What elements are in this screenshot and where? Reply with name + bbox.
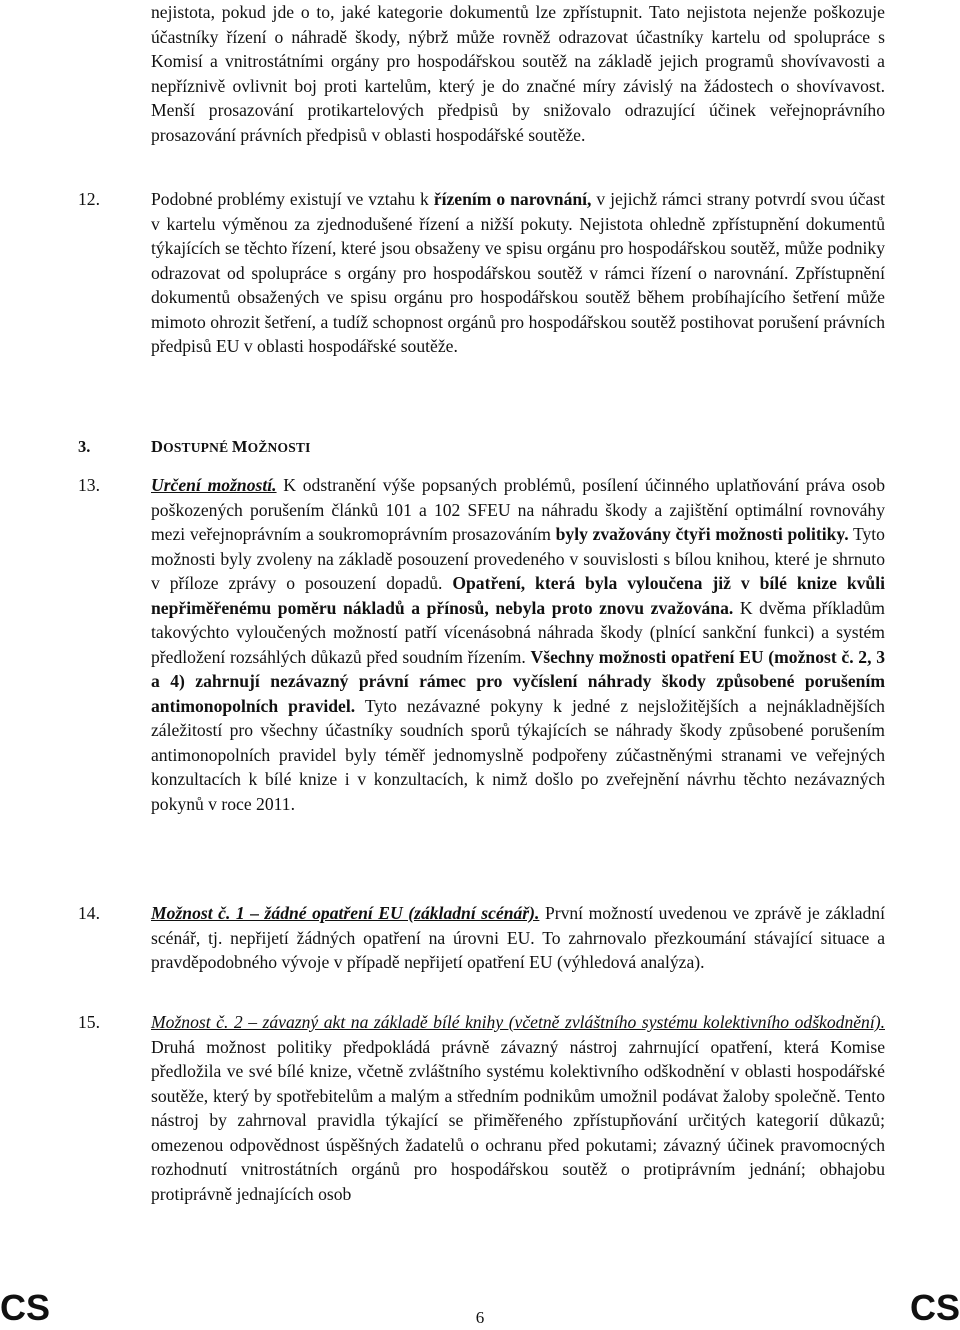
bold-run: Opatření, která byla vyloučena již v bílé knize kvůli nepřiměřenému poměru nákladů a přínosů, nebyla proto znovu zvažována. <box>151 573 885 618</box>
paragraph-title: Možnost č. 1 – žádné opatření EU (základní scénář). <box>151 903 540 923</box>
text-run: Tyto nezávazné pokyny k jedné z nejsložitějších a nejnákladnějších záležitostí pro všechny účastníky soudních sporů týkajících se náhrady škody způsobené porušením antimonopolních pravidel byly téměř jednomyslně podpořeny zúčastněnými stranami ve veřejných konzultacích k bílé knize i v konzultacích, k nimž došlo po zveřejnění návrhu těchto nezávazných pokynů v roce 2011. <box>151 695 885 814</box>
heading-initial: M <box>231 437 248 456</box>
paragraph-title: Možnost č. 2 – závazný akt na základě bílé knihy (včetně zvláštního systému kolektivního odškodnění). <box>151 1012 885 1032</box>
heading-smallcaps: OŽNOSTI <box>247 440 311 455</box>
paragraph-12 <box>151 187 885 359</box>
paragraph-number-13: 13. <box>78 475 100 495</box>
text-run: K odstranění výše popsaných problémů, posílení účinného uplatňování práva osob poškozených porušením článků 101 a 102 SFEU na náhradu škody a zajištění optimální rovnováhy mezi veřejnoprávním a soukromoprávním prosazováním <box>151 475 885 544</box>
footer-language-left: CS <box>0 1287 51 1328</box>
paragraph-15 <box>151 1010 885 1206</box>
text-run: v jejichž rámci strany potvrdí svou účast v kartelu výměnou za zjednodušené řízení a nižší pokuty. Nejistota ohledně zpřístupnění dokumentů týkajících se těchto řízení, které jsou obsaženy ve spisu orgánu pro hospodářskou soutěž, může podniky odrazovat od spolupráce s orgány pro hospodářskou soutěž v rámci řízení o narovnání. Zpřístupnění dokumentů obsažených ve spisu orgánu pro hospodářskou soutěž během probíhajícího šetření může mimoto ohrozit šetření, a tudíž schopnost orgánů pro hospodářskou soutěž postihovat porušení právních předpisů EU v oblasti hospodářské soutěže. <box>151 189 885 356</box>
bold-run: byly zvažovány čtyři možnosti politiky. <box>555 524 849 544</box>
text-run: K dvěma příkladům takovýchto vyloučených možností patří vícenásobná náhrada škody (plnící sankční funkci) a systém předložení rozsáhlých důkazů před soudním řízením. <box>151 597 885 667</box>
paragraph-number-15: 15. <box>78 1012 100 1032</box>
footer-language-right: CS <box>909 1287 960 1328</box>
page-number: 6 <box>475 1308 485 1327</box>
text-run: První možností uvedenou ve zprávě je základní scénář, tj. nepřijetí žádných opatření na úrovni EU. To zahrnovalo přezkoumání stávající situace a pravděpodobného vývoje v případě nepřijetí opatření EU (výhledová analýza). <box>151 903 885 972</box>
section-number: 3. <box>78 437 91 456</box>
text-run: Druhá možnost politiky předpokládá právně závazný nástroj zahrnující opatření, která Komise předložila ve své bílé knize, včetně zvláštního systému kolektivního odškodnění v oblasti hospodářské soutěže, který by spotřebitelům a malým a středním podnikům umožnil podávat žaloby společně. Tento nástroj by zahrnoval pravidla týkající se přiměřeného zpřístupňování určitých kategorií důkazů; omezenou odpovědnost úspěšných žadatelů o ochranu před pokutami; závazný účinek pravomocných rozhodnutí vnitrostátních orgánů pro hospodářskou soutěž o protiprávním jednání; obhajobu protiprávně jednajících osob <box>151 1036 885 1204</box>
text-run: Tyto možnosti byly zvoleny na základě posouzení provedeného v souvislosti s bílou knihou, které je shrnuto v příloze zprávy o posouzení dopadů. <box>151 524 885 593</box>
heading-initial: D <box>151 437 164 456</box>
bold-run: řízením o narovnání, <box>433 189 592 209</box>
bold-run: Všechny možnosti opatření EU (možnost č. 2, 3 a 4) zahrnují nezávazný právní rámec pro vyčíslení náhrady škody způsobené porušením antimonopolních pravidel. <box>151 646 886 716</box>
section-heading <box>151 437 311 457</box>
paragraph-number-14: 14. <box>78 903 100 923</box>
paragraph-intro: nejistota, pokud jde o to, jaké kategorie dokumentů lze zpřístupnit. Tato nejistota nejenže poškozuje účastníky řízení o náhradě škody, nýbrž může rovněž odrazovat účastníky kartelu od spolupráce s Komisí a vnitrostátními orgány pro hospodářskou soutěž na základě jejich programů shovívavosti a nepříznivě ovlivnit boj proti kartelům, který je do značné míry závislý na žádostech o shovívavost. Menší prosazování protikartelových předpisů by snižovalo odrazující účinek veřejnoprávního prosazování právních předpisů v oblasti hospodářské soutěže. <box>151 2 885 145</box>
heading-smallcaps: OSTUPNÉ <box>163 440 232 455</box>
text-run: Podobné problémy existují ve vztahu k <box>151 189 434 209</box>
paragraph-13 <box>151 473 885 816</box>
paragraph-14 <box>151 901 885 975</box>
paragraph-title: Určení možností. <box>151 475 277 495</box>
paragraph-number-12: 12. <box>78 189 100 209</box>
